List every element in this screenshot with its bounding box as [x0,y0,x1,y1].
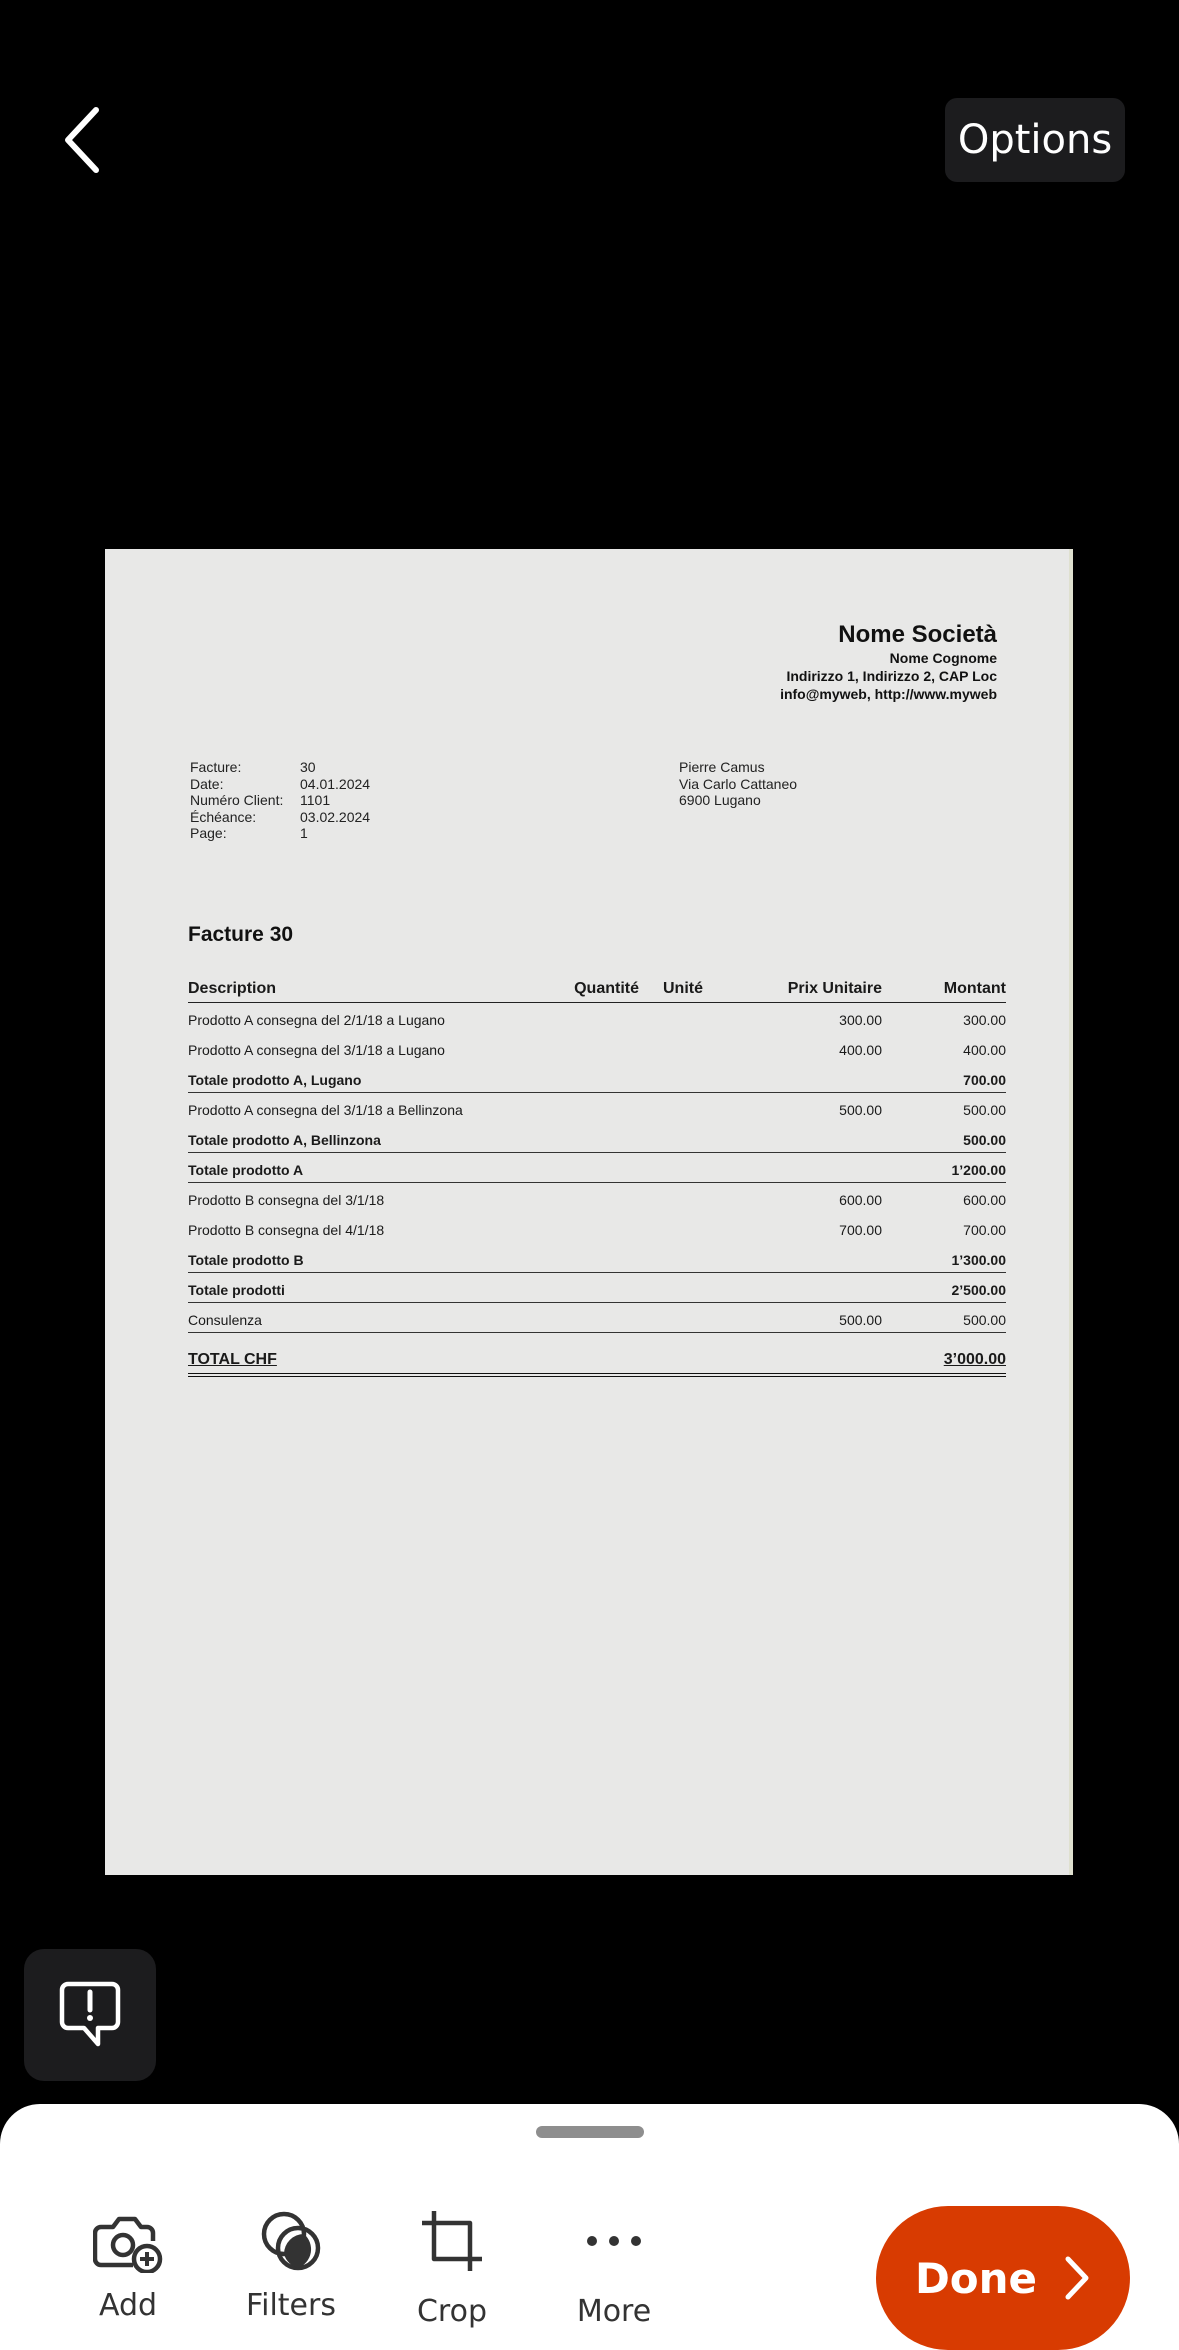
table-row [188,1003,1006,1033]
done-label: Done [914,2253,1038,2303]
more-label: More [576,2294,652,2329]
row-amount: 400.00 [963,1042,1006,1058]
meta-value: 04.01.2024 [300,775,371,792]
add-button[interactable] [68,2204,188,2323]
meta-label: Échéance: [190,808,257,825]
row-price: 600.00 [839,1192,882,1208]
table-row-subtotal [188,1273,1006,1303]
table-row-subtotal [188,1063,1006,1093]
company-block [780,621,997,703]
crop-label: Crop [416,2294,488,2329]
crop-button[interactable] [392,2204,512,2329]
options-button[interactable]: Options [945,98,1125,182]
table-header [188,976,1006,1003]
company-name: Nome Società [838,621,997,648]
table-row-subtotal [188,1123,1006,1153]
col-unit: Unité [663,980,703,997]
row-description: Prodotto A consegna del 3/1/18 a Bellinzona [188,1102,463,1118]
client-street: Via Carlo Cattaneo [679,775,798,792]
company-address: Indirizzo 1, Indirizzo 2, CAP Loc [786,668,997,684]
total-amount: 3’000.00 [943,1351,1006,1368]
col-quantity: Quantité [574,980,639,997]
filters-button[interactable] [231,2204,351,2323]
company-web: info@myweb, http://www.myweb [780,686,997,702]
chevron-right-icon [1063,2255,1091,2301]
table-row [188,1183,1006,1213]
meta-value: 1101 [300,792,331,808]
table-row [188,1033,1006,1063]
row-description: Totale prodotto A, Bellinzona [188,1132,381,1148]
scanned-document [105,549,1073,1875]
row-amount: 600.00 [963,1192,1006,1208]
client-address [679,759,797,809]
row-amount: 1’300.00 [951,1252,1006,1268]
table-row-subtotal [188,1243,1006,1273]
row-price: 400.00 [839,1042,882,1058]
row-amount: 500.00 [963,1102,1006,1118]
add-camera-icon [93,2209,163,2273]
bottom-sheet [0,2104,1179,2350]
row-description: Prodotto B consegna del 4/1/18 [188,1222,385,1238]
row-description: Prodotto B consegna del 3/1/18 [188,1192,385,1208]
meta-value: 1 [300,825,308,841]
meta-label: Date: [190,775,224,792]
client-name: Pierre Camus [679,759,765,775]
table-row-subtotal [188,1153,1006,1183]
invoice-meta [190,759,370,842]
row-price: 500.00 [839,1102,882,1118]
meta-label: Numéro Client: [190,792,284,808]
row-description: Totale prodotto A, Lugano [188,1072,362,1088]
row-description: Prodotto A consegna del 2/1/18 a Lugano [188,1012,445,1028]
filters-label: Filters [246,2288,336,2323]
table-row [188,1213,1006,1243]
add-label: Add [98,2288,158,2323]
col-amount: Montant [943,980,1006,997]
row-amount: 700.00 [963,1072,1006,1088]
row-description: Totale prodotto A [188,1162,304,1178]
table-row [188,1093,1006,1123]
table-row [188,1303,1006,1333]
meta-value: 30 [300,759,316,775]
more-icon [584,2234,644,2248]
row-amount: 500.00 [963,1312,1006,1328]
col-unit-price: Prix Unitaire [787,980,882,997]
row-amount: 500.00 [963,1132,1006,1148]
total-label: TOTAL CHF [188,1351,277,1368]
company-contact: Nome Cognome [889,650,997,666]
row-price: 500.00 [839,1312,882,1328]
row-price: 300.00 [839,1012,882,1028]
feedback-button[interactable] [24,1949,156,2081]
meta-label: Page: [190,825,227,841]
meta-label: Facture: [190,759,242,775]
row-description: Totale prodotto B [188,1252,304,1268]
table-total-row [188,1333,1006,1377]
sheet-grabber[interactable] [536,2126,644,2138]
row-amount: 700.00 [963,1222,1006,1238]
meta-value: 03.02.2024 [300,808,371,825]
back-chevron-icon[interactable] [58,100,108,180]
row-description: Prodotto A consegna del 3/1/18 a Lugano [188,1042,445,1058]
row-amount: 2’500.00 [951,1282,1006,1298]
row-amount: 1’200.00 [951,1162,1006,1178]
invoice-title: Facture 30 [188,923,294,946]
row-description: Consulenza [188,1312,262,1328]
filters-icon [258,2208,324,2274]
more-button[interactable] [554,2204,674,2329]
row-description: Totale prodotti [188,1282,285,1298]
col-description: Description [188,980,277,997]
feedback-icon [58,1980,122,2050]
crop-icon [420,2209,484,2273]
row-price: 700.00 [839,1222,882,1238]
client-city: 6900 Lugano [679,792,761,808]
invoice-table [188,976,1006,1377]
done-button[interactable] [876,2206,1130,2350]
row-amount: 300.00 [963,1012,1006,1028]
